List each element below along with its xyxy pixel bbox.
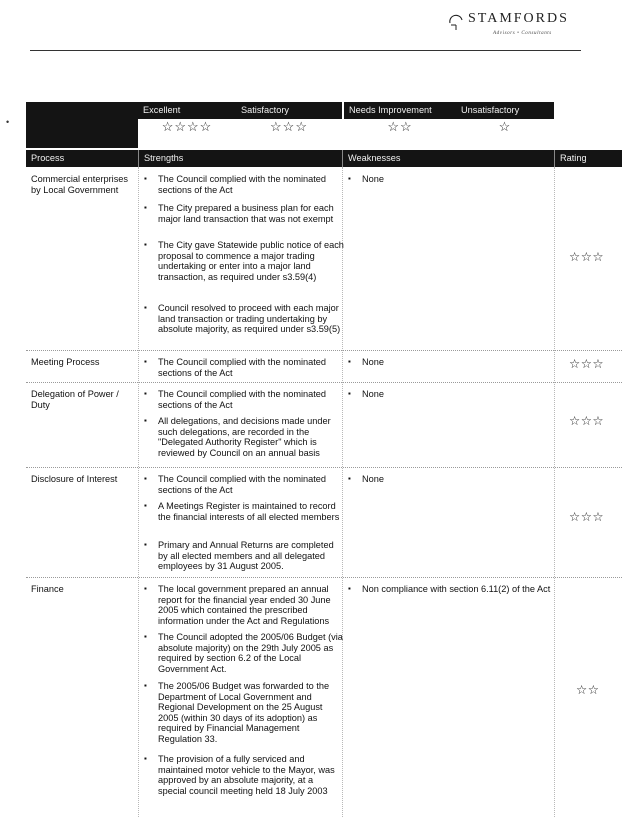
- bullet-icon: ▪: [348, 389, 351, 398]
- rating-stars: ☆☆☆: [569, 510, 605, 524]
- logo-name: STAMFORDS: [468, 11, 569, 26]
- strength-text: Primary and Annual Returns are completed by all elected members and all delegated employees by 31 August 2005.: [158, 540, 334, 572]
- strength-text: The provision of a fully serviced and maintained motor vehicle to the Mayor, was approved by an absolute majority, at a special council meeting held 18 July 2003: [158, 754, 335, 796]
- table-header: [26, 150, 622, 167]
- scale-stars: ☆☆: [387, 119, 413, 134]
- strength-text: The City gave Statewide public notice of each proposal to commence a major trading undertaking or enter into a major land transaction, as required under s3.59(4): [158, 240, 344, 282]
- logo-mark-icon: [447, 14, 465, 32]
- strength-text: All delegations, and decisions made under such delegations, are recorded in the "Delegated Authority Register" which is reviewed by Council on an annual basis: [158, 416, 331, 458]
- bullet-icon: ▪: [144, 416, 147, 425]
- bullet-icon: ▪: [348, 357, 351, 366]
- bullet-icon: ▪: [144, 754, 147, 763]
- header-rule: [30, 50, 581, 51]
- process-name: Disclosure of Interest: [31, 474, 118, 484]
- strength-text: The Council complied with the nominated sections of the Act: [158, 357, 327, 378]
- scale-satisfactory: [236, 102, 342, 148]
- scale-excellent: [138, 102, 236, 148]
- column-separator: [554, 150, 555, 167]
- bullet-icon: ▪: [144, 501, 147, 510]
- rating-stars: ☆☆☆: [569, 414, 605, 428]
- table-row: [26, 382, 622, 467]
- bullet-icon: ▪: [144, 389, 147, 398]
- scale-needs-improvement: [344, 102, 456, 148]
- strength-text: Council resolved to proceed with each major land transaction or trading undertaking by absolute majority, as required under s3.59(5): [158, 303, 341, 335]
- process-name: Commercial enterprises by Local Government: [31, 174, 129, 195]
- column-strengths: Strengths: [144, 153, 184, 163]
- table-row: [26, 350, 622, 382]
- strength-text: A Meetings Register is maintained to record the financial interests of all elected members: [158, 501, 340, 522]
- bullet-icon: ▪: [144, 357, 147, 366]
- rating-stars: ☆☆☆: [569, 250, 605, 264]
- scale-label: Satisfactory: [236, 102, 342, 119]
- bullet-icon: ▪: [144, 203, 147, 212]
- process-name: Meeting Process: [31, 357, 100, 367]
- weakness-text: None: [362, 174, 384, 184]
- rating-scale-corner: [26, 102, 138, 148]
- bullet-icon: ▪: [144, 584, 147, 593]
- stamfords-logo: [447, 11, 577, 38]
- bullet-icon: ▪: [144, 540, 147, 549]
- strength-text: The 2005/06 Budget was forwarded to the Department of Local Government and Regional Development on the 25 August 2005 (within 30 days of its adoption) as required by Financial Management Regulation 33.: [158, 681, 330, 744]
- scale-stars: ☆☆☆☆: [161, 119, 213, 134]
- strength-text: The local government prepared an annual report for the financial year ended 30 June 2005 which contained the prescribed information under the Act and Regulations: [158, 584, 331, 626]
- rating-stars: ☆☆☆: [569, 357, 605, 371]
- weakness-text: None: [362, 357, 384, 367]
- weakness-text: None: [362, 474, 384, 484]
- rating-stars: ☆☆: [576, 683, 600, 697]
- rating-scale: [26, 102, 622, 148]
- scale-stars: ☆☆☆: [270, 119, 308, 134]
- scale-label: Unsatisfactory: [456, 102, 554, 119]
- bullet-icon: ▪: [144, 632, 147, 641]
- table-row: [26, 467, 622, 577]
- scale-label: Excellent: [138, 102, 236, 119]
- strength-text: The City prepared a business plan for each major land transaction that was not exempt: [158, 203, 334, 224]
- bullet-icon: ▪: [348, 474, 351, 483]
- margin-mark: •: [6, 117, 10, 127]
- strength-text: The Council adopted the 2005/06 Budget (via absolute majority) on the 29th July 2005 as required by section 6.2 of the Local Government Act.: [158, 632, 343, 674]
- strength-text: The Council complied with the nominated sections of the Act: [158, 474, 327, 495]
- weakness-text: Non compliance with section 6.11(2) of the Act: [362, 584, 551, 594]
- column-separator: [138, 150, 139, 167]
- strength-text: The Council complied with the nominated sections of the Act: [158, 389, 327, 410]
- bullet-icon: ▪: [144, 681, 147, 690]
- process-name: Delegation of Power / Duty: [31, 389, 119, 410]
- column-weaknesses: Weaknesses: [348, 153, 401, 163]
- bullet-icon: ▪: [144, 303, 147, 312]
- scale-label: Needs Improvement: [344, 102, 456, 119]
- bullet-icon: ▪: [144, 174, 147, 183]
- table-row: [26, 577, 622, 817]
- weakness-text: None: [362, 389, 384, 399]
- column-process: Process: [31, 153, 65, 163]
- bullet-icon: ▪: [348, 584, 351, 593]
- scale-stars: ☆: [498, 119, 512, 134]
- process-name: Finance: [31, 584, 64, 594]
- scale-unsatisfactory: [456, 102, 554, 148]
- bullet-icon: ▪: [144, 240, 147, 249]
- column-separator: [342, 150, 343, 167]
- column-rating: Rating: [560, 153, 587, 163]
- table-row: [26, 167, 622, 350]
- logo-tagline: Advisors • Consultants: [493, 31, 552, 36]
- bullet-icon: ▪: [144, 474, 147, 483]
- strength-text: The Council complied with the nominated sections of the Act: [158, 174, 327, 195]
- bullet-icon: ▪: [348, 174, 351, 183]
